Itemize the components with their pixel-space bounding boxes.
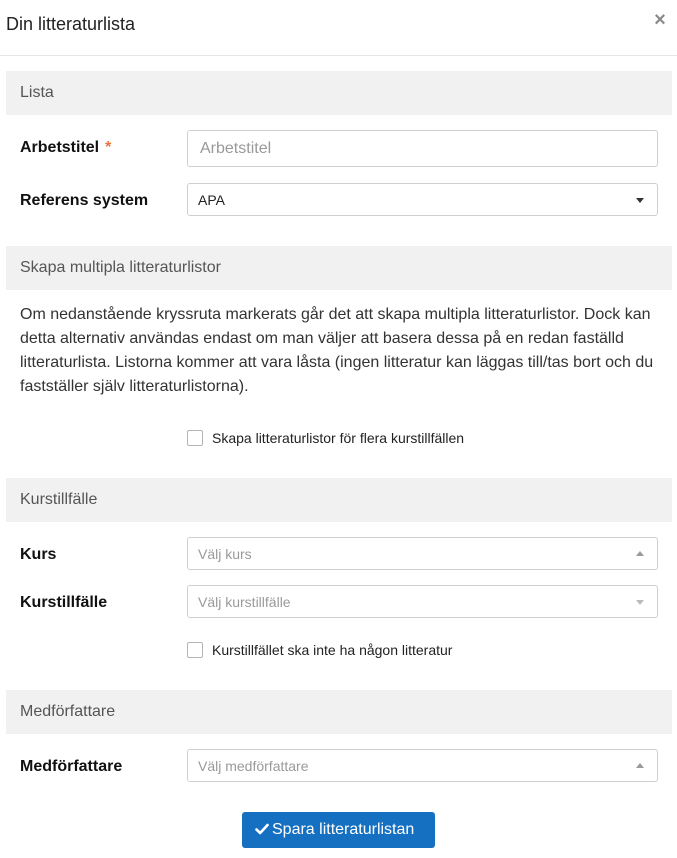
caret-down-icon <box>636 600 644 605</box>
no-literature-checkbox-label[interactable]: Kurstillfället ska inte ha någon litteratur <box>212 642 453 658</box>
referens-system-value: APA <box>198 192 225 208</box>
multipla-checkbox-label[interactable]: Skapa litteraturlistor för flera kurstillfällen <box>212 430 465 446</box>
caret-down-icon <box>636 198 644 203</box>
multipla-checkbox[interactable] <box>187 430 203 446</box>
kurstillfalle-label: Kurstillfälle <box>20 594 108 611</box>
no-literature-checkbox-row[interactable] <box>187 641 477 661</box>
check-icon <box>255 822 269 836</box>
multipla-description: Om nedanstående kryssruta markerats går det att skapa multipla litteraturlistor. Dock kan detta alternativ användas endast om man väljer att basera dessa på en redan faställd litteraturlista. Listorna kommer att vara låsta (ingen litteratur kan läggas till/tas bort och du fastställer själv litteraturlistorna). <box>20 306 654 395</box>
modal-title: Din litteraturlista <box>6 14 136 34</box>
section-header-kurstillfalle <box>6 478 672 522</box>
section-header-medforfattare <box>6 690 672 734</box>
arbetstitel-input[interactable] <box>187 130 658 167</box>
save-button-label: Spara litteraturlistan <box>272 821 415 838</box>
medforfattare-label: Medförfattare <box>20 758 123 775</box>
section-header-lista <box>6 71 672 115</box>
kurs-select[interactable] <box>187 537 658 570</box>
caret-up-icon <box>636 763 644 768</box>
section-title: Lista <box>20 84 54 101</box>
kurstillfalle-placeholder: Välj kurstillfälle <box>198 594 291 610</box>
section-header-multipla <box>6 246 672 290</box>
kurs-placeholder: Välj kurs <box>198 546 252 562</box>
multipla-checkbox-row[interactable] <box>187 429 487 449</box>
required-marker: * <box>105 139 112 156</box>
section-title: Skapa multipla litteraturlistor <box>20 259 221 276</box>
kurstillfalle-select[interactable] <box>187 585 658 618</box>
medforfattare-placeholder: Välj medförfattare <box>198 758 309 774</box>
save-button[interactable] <box>242 812 435 848</box>
no-literature-checkbox[interactable] <box>187 642 203 658</box>
close-icon[interactable]: × <box>654 9 666 31</box>
referens-system-select[interactable] <box>187 183 658 216</box>
medforfattare-select[interactable] <box>187 749 658 782</box>
section-title: Kurstillfälle <box>20 491 98 508</box>
caret-up-icon <box>636 551 644 556</box>
section-title: Medförfattare <box>20 703 116 720</box>
arbetstitel-label: Arbetstitel * <box>20 139 112 156</box>
kurs-label: Kurs <box>20 546 57 563</box>
referens-system-label: Referens system <box>20 192 149 209</box>
modal-header <box>0 0 677 56</box>
